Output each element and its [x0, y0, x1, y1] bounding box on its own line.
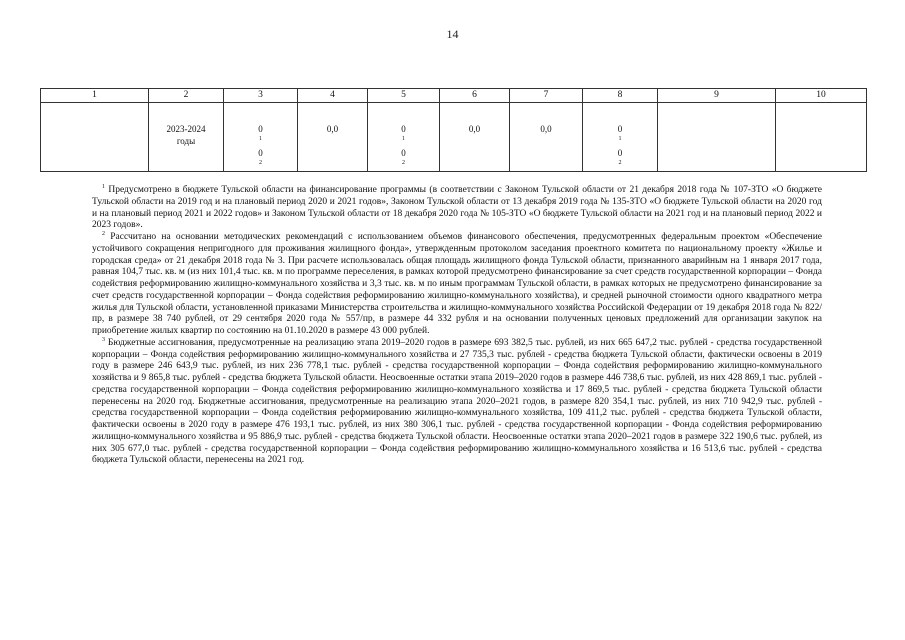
table-cell: 0,0: [298, 103, 368, 172]
header-cell: 2: [149, 89, 224, 103]
footnote-1: [92, 185, 822, 232]
footnotes: [92, 185, 822, 467]
cell-value: 0 $^1$: [258, 124, 263, 142]
footnote-mark: 1: [102, 183, 105, 190]
header-cell: 3: [224, 89, 298, 103]
header-cell: 6: [440, 89, 510, 103]
table-cell: 0,0: [440, 103, 510, 172]
footnote-text: Бюджетные ассигнования, предусмотренные на реализацию этапа 2019–2020 годов в размере 693 382,5 тыс. рублей, из них 665 647,2 тыс. рублей - средства государственной корпорации – Фонда содействия реформированию жилищно-коммунального хозяйства и 27 735,3 тыс. рублей - средства бюджета Тульской области, фактически освоены в 2019 году в размере 246 643,9 тыс. рублей, из них 236 778,1 тыс. рублей - средства государственной корпорации – Фонда содействия реформированию жилищно-коммунального хозяйства и 9 865,8 тыс. рублей - средства бюджета Тульской области. Неосвоенные остатки этапа 2019–2020 годов в размере 446 738,6 тыс. рублей, из них 428 869,1 тыс. рублей - средства государственной корпорации – Фонда содействия реформированию жилищно-коммунального хозяйства и 17 869,5 тыс. рублей - средства бюджета Тульской области перенесены на 2020 год. Бюджетные ассигнования, предусмотренные на реализацию этапа 2020–2021 годов, в размере 820 354,1 тыс. рублей, из них 710 942,9 тыс. рублей - средства государственной корпорации – Фонда содействия реформированию жилищно-коммунального хозяйства, 109 411,2 тыс. рублей - средства бюджета Тульской области, фактически освоены в 2020 году в размере 476 193,1 тыс. рублей, из них 380 306,1 тыс. рублей - средства государственной корпорации - Фонда содействия реформированию жилищно-коммунального хозяйства и 95 886,9 тыс. рублей - средства бюджета Тульской области. Неосвоенные остатки этапа 2020–2021 годов в размере 322 190,6 тыс. рублей, из них 305 677,0 тыс. рублей - средства государственной корпорации – Фонда содействия реформированию жилищно-коммунального хозяйства и 16 513,6 тыс. рублей - средства бюджета Тульской области, перенесены на 2021 год.: [92, 337, 822, 466]
footnote-mark: 3: [102, 336, 105, 343]
table-cell: [658, 103, 776, 172]
budget-table: [40, 88, 867, 172]
page-number: 14: [446, 27, 459, 41]
table-cell: [224, 103, 298, 172]
table-header-row: [41, 89, 867, 103]
cell-value: 0 $^1$: [617, 124, 623, 142]
cell-value: 0 $^2$: [258, 148, 263, 166]
header-cell: 9: [658, 89, 776, 103]
period-label: годы: [176, 136, 196, 146]
footnote-2: [92, 232, 822, 338]
table-cell: [776, 103, 867, 172]
period-cell: [149, 103, 224, 172]
header-cell: 4: [298, 89, 368, 103]
table-cell: [583, 103, 658, 172]
header-cell: 8: [583, 89, 658, 103]
footnote-text: Рассчитано на основании методических рекомендаций с использованием объемов финансового обеспечения, предусмотренных федеральным проектом «Обеспечение устойчивого сокращения непригодного для проживания жилищного фонда», утвержденным протоколом заседания проектного комитета по национальному проекту «Жилье и городская среда» от 21 декабря 2018 года № 3. При расчете использовалась общая площадь жилищного фонда Тульской области, признанного аварийным на 1 января 2017 года, равная 104,7 тыс. кв. м (из них 101,4 тыс. кв. м по программе переселения, в рамках которой предусмотрено финансирование за счет средств государственной корпорации – Фонда содействия реформированию жилищно-коммунального хозяйства и 3,3 тыс. кв. м по иным программам Тульской области, в рамках которых не предусмотрено финансирование за счет средств государственной корпорации – Фонда содействия реформированию жилищно-коммунального хозяйства), и средней рыночной стоимости одного квадратного метра жилья для Тульской области, установленной приказами Министерства строительства и жилищно-коммунального хозяйства Российской Федерации от 19 декабря 2018 года № 822/пр, в размере 38 740 рублей, от 29 сентября 2020 года № 557/пр, в размере 44 332 рубля и на основании полученных ценовых предложений для организации закупок на приобретение жилых квартир по состоянию на 01.10.2020 в размере 43 000 рублей.: [92, 232, 823, 336]
cell-value: 0 $^2$: [617, 148, 623, 166]
table-row: [41, 103, 867, 172]
header-cell: 5: [368, 89, 440, 103]
table-cell: [368, 103, 440, 172]
header-cell: 10: [776, 89, 867, 103]
footnote-3: [92, 338, 822, 467]
period-years: 2023-2024: [166, 124, 206, 134]
header-cell: 7: [510, 89, 583, 103]
footnote-mark: 2: [102, 230, 105, 237]
cell-value: 0 $^2$: [401, 148, 406, 166]
header-cell: 1: [41, 89, 149, 103]
cell-value: 0 $^1$: [401, 124, 406, 142]
table-cell: 0,0: [510, 103, 583, 172]
footnote-text: Предусмотрено в бюджете Тульской области на финансирование программы (в соответствии с Законом Тульской области от 21 декабря 2018 года № 107-ЗТО «О бюджете Тульской области на 2019 год и на плановый период 2020 и 2021 годов», Законом Тульской области от 13 декабря 2019 года № 135-ЗТО «О бюджете Тульской области на 2020 год и на плановый период 2021 и 2022 годов» и Законом Тульской области от 18 декабря 2020 года № 105-ЗТО «О бюджете Тульской области на 2021 год и на плановый период 2022 и 2023 годов».: [92, 185, 822, 231]
table-cell: [41, 103, 149, 172]
